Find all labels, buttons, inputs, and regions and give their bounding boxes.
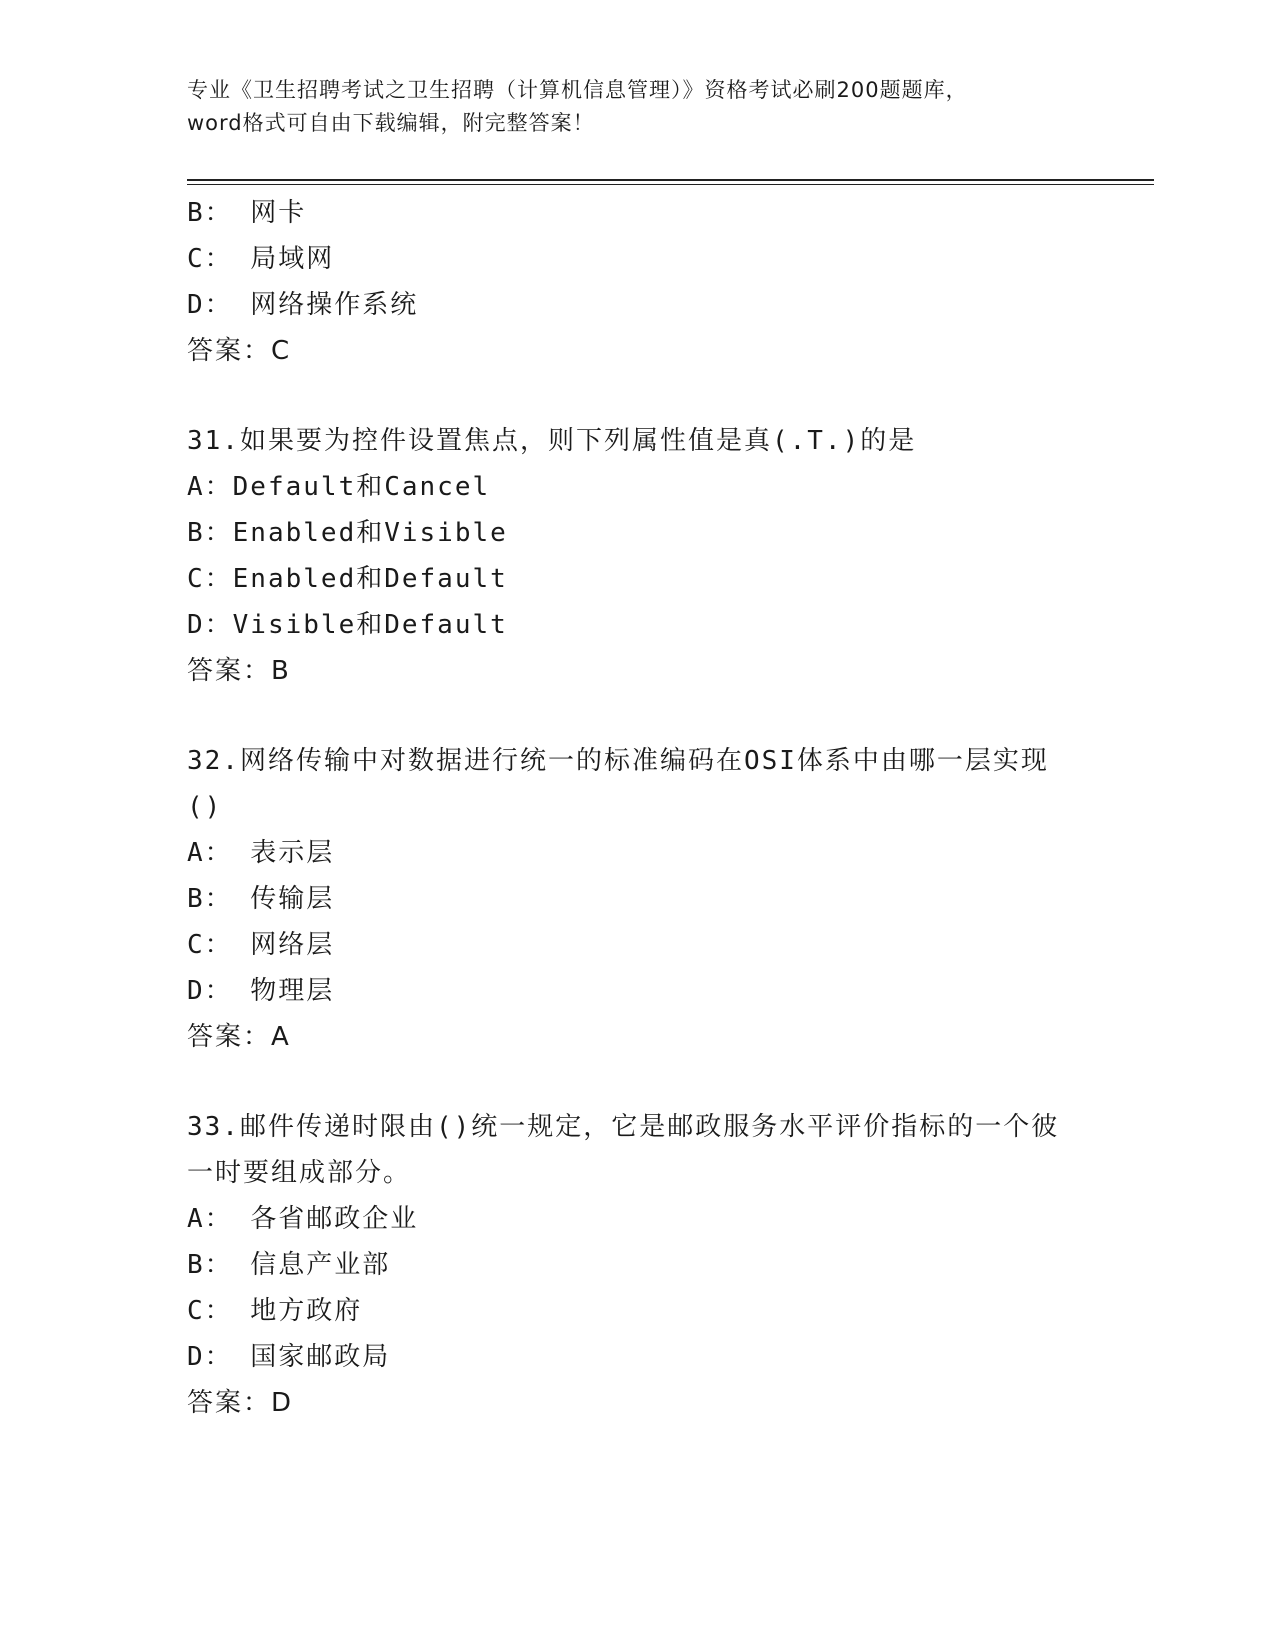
question-stem-line-1: 32.网络传输中对数据进行统一的标准编码在OSI体系中由哪一层实现 bbox=[187, 746, 1049, 776]
option-a: A： 表示层 bbox=[187, 838, 335, 868]
option-c: C： 网络层 bbox=[187, 930, 335, 960]
question-stem: 31.如果要为控件设置焦点，则下列属性值是真(.T.)的是 bbox=[187, 426, 917, 456]
header-divider-thick bbox=[187, 179, 1154, 181]
header-line-2: word格式可自由下载编辑，附完整答案！ bbox=[187, 111, 595, 135]
question-stem-line-2: () bbox=[187, 792, 223, 822]
answer: 答案：A bbox=[187, 1022, 291, 1052]
option-c: C： 局域网 bbox=[187, 244, 335, 274]
question-stem-line-1: 33.邮件传递时限由()统一规定，它是邮政服务水平评价指标的一个彼 bbox=[187, 1112, 1060, 1142]
question-30-tail bbox=[187, 190, 1087, 374]
header-line-1: 专业《卫生招聘考试之卫生招聘（计算机信息管理）》资格考试必刷200题题库， bbox=[187, 78, 968, 102]
answer: 答案：B bbox=[187, 656, 291, 686]
option-b: B： 传输层 bbox=[187, 884, 335, 914]
answer: 答案：D bbox=[187, 1388, 294, 1418]
question-31 bbox=[187, 418, 1087, 694]
option-d: D： 物理层 bbox=[187, 976, 335, 1006]
option-b: B：Enabled和Visible bbox=[187, 518, 508, 548]
option-d: D： 网络操作系统 bbox=[187, 290, 419, 320]
answer: 答案：C bbox=[187, 336, 292, 366]
option-d: D： 国家邮政局 bbox=[187, 1342, 391, 1372]
option-a: A：Default和Cancel bbox=[187, 472, 491, 502]
option-a: A： 各省邮政企业 bbox=[187, 1204, 419, 1234]
question-33 bbox=[187, 1104, 1087, 1426]
question-32 bbox=[187, 738, 1087, 1060]
option-b: B： 网卡 bbox=[187, 198, 307, 228]
option-c: C：Enabled和Default bbox=[187, 564, 508, 594]
question-stem-line-2: 一时要组成部分。 bbox=[187, 1158, 412, 1188]
option-c: C： 地方政府 bbox=[187, 1296, 363, 1326]
option-b: B： 信息产业部 bbox=[187, 1250, 391, 1280]
question-content bbox=[187, 190, 1087, 1426]
header-divider-thin bbox=[187, 184, 1154, 185]
option-d: D：Visible和Default bbox=[187, 610, 508, 640]
document-header bbox=[187, 74, 1087, 140]
